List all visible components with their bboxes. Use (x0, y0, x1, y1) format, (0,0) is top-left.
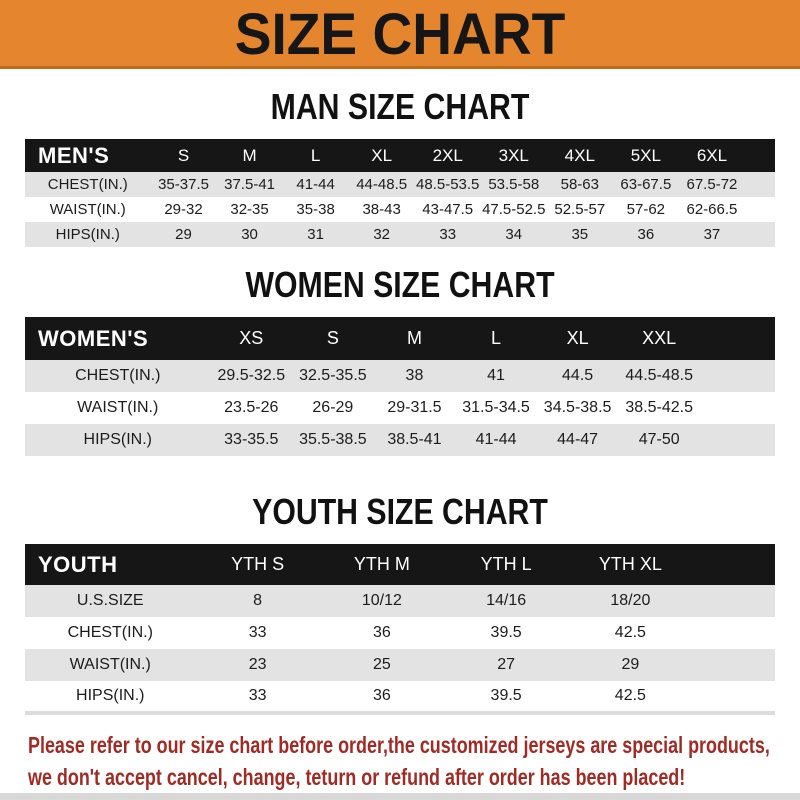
men-size-table (25, 139, 775, 247)
table-group-label: YOUTH (38, 551, 118, 577)
row-label: HIPS(IN.) (55, 226, 120, 243)
size-cell: 44-47 (557, 431, 599, 448)
size-cell: 67.5-72 (686, 176, 738, 193)
spacer-cell (700, 392, 775, 424)
size-cell: 63-67.5 (620, 176, 672, 193)
size-cell: 32.5-35.5 (299, 367, 367, 384)
column-header: XXL (642, 328, 677, 348)
size-cell: 42.5 (614, 624, 646, 641)
spacer-cell (700, 360, 775, 392)
size-cell: 53.5-58 (488, 176, 540, 193)
row-label: WAIST(IN.) (77, 399, 159, 416)
size-cell: 35.5-38.5 (299, 431, 367, 448)
row-label: CHEST(IN.) (67, 624, 153, 641)
row-label: CHEST(IN.) (75, 367, 161, 384)
size-cell: 37 (703, 226, 721, 243)
size-cell: 29-32 (164, 201, 203, 218)
size-cell: 31 (307, 226, 324, 243)
footer-note-line-1: Please refer to our size chart before order,the customized jerseys are special products, (28, 732, 770, 758)
size-cell: 34.5-38.5 (543, 399, 612, 416)
table-row (25, 222, 775, 247)
size-cell: 32-35 (230, 201, 269, 218)
table-group-label: MEN'S (38, 142, 110, 168)
spacer-cell (693, 649, 776, 681)
size-cell: 30 (241, 226, 258, 243)
youth-size-table (25, 544, 775, 715)
size-cell: 39.5 (490, 687, 522, 704)
size-cell: 41 (487, 367, 505, 384)
section-men (0, 87, 800, 247)
men-section-heading (0, 87, 800, 127)
column-header: 2XL (432, 145, 463, 165)
table-row (25, 197, 775, 222)
banner (0, 0, 800, 69)
table-row (25, 681, 775, 713)
women-size-table (25, 317, 775, 456)
table-group-label: WOMEN'S (38, 325, 149, 351)
row-label: WAIST(IN.) (69, 656, 151, 673)
size-cell: 41-44 (475, 431, 517, 448)
spacer-cell (700, 424, 775, 456)
table-header-row (25, 317, 775, 360)
size-cell: 38.5-42.5 (625, 399, 693, 416)
spacer-cell (745, 172, 775, 197)
size-cell: 39.5 (490, 624, 522, 641)
spacer-cell (693, 617, 776, 649)
size-cell: 37.5-41 (224, 176, 275, 193)
spacer-cell (700, 317, 775, 360)
size-cell: 31.5-34.5 (462, 399, 530, 416)
size-cell: 34 (505, 226, 523, 243)
size-cell: 33 (248, 687, 267, 704)
column-header: XL (371, 145, 393, 165)
section-women (0, 265, 800, 456)
column-header: 4XL (564, 145, 595, 165)
size-cell: 44.5 (562, 367, 594, 384)
column-header: S (326, 328, 339, 348)
size-cell: 29 (175, 226, 192, 243)
size-cell: 18/20 (610, 592, 651, 609)
size-cell: 38-43 (362, 201, 401, 218)
women-section-heading-text: WOMEN SIZE CHART (245, 264, 555, 305)
spacer-cell (745, 222, 775, 247)
size-cell: 38.5-41 (387, 431, 442, 448)
size-cell: 10/12 (361, 592, 402, 609)
footer-note-line-2: we don't accept cancel, change, teturn or refund after order has been placed! (28, 764, 686, 790)
row-label: U.S.SIZE (76, 592, 144, 609)
size-cell: 14/16 (486, 592, 527, 609)
women-section-heading (0, 265, 800, 305)
size-cell: 47-50 (638, 431, 680, 448)
size-cell: 36 (637, 226, 655, 243)
size-cell: 44.5-48.5 (625, 367, 693, 384)
bottom-strip (0, 793, 800, 800)
size-cell: 27 (497, 656, 516, 673)
column-header: L (310, 145, 321, 165)
size-cell: 35-37.5 (158, 176, 209, 193)
spacer-cell (693, 544, 776, 585)
size-cell: 47.5-52.5 (482, 201, 546, 218)
spacer-cell (693, 681, 776, 713)
column-header: 6XL (696, 145, 728, 165)
size-cell: 35 (571, 226, 589, 243)
size-cell: 33 (248, 624, 267, 641)
column-header: YTH XL (598, 554, 662, 574)
youth-section-heading (0, 492, 800, 532)
table-row (25, 649, 775, 681)
size-cell: 41-44 (296, 176, 335, 193)
size-cell: 25 (372, 656, 391, 673)
row-label: WAIST(IN.) (49, 201, 126, 218)
table-row (25, 172, 775, 197)
column-header: 5XL (630, 145, 661, 165)
column-header: S (177, 145, 190, 165)
spacer-cell (693, 585, 776, 617)
size-cell: 23.5-26 (224, 399, 279, 416)
column-header: L (491, 328, 502, 348)
size-cell: 58-63 (560, 176, 599, 193)
size-cell: 26-29 (312, 399, 354, 416)
size-cell: 23 (248, 656, 267, 673)
column-header: 3XL (498, 145, 529, 165)
size-cell: 62-66.5 (686, 201, 738, 218)
footer-note (28, 729, 800, 793)
table-header-row (25, 544, 775, 585)
spacer-cell (745, 139, 775, 172)
size-cell: 57-62 (626, 201, 666, 218)
size-cell: 42.5 (614, 687, 646, 704)
column-header: YTH L (480, 554, 532, 574)
size-cell: 29 (621, 656, 640, 673)
column-header: YTH M (353, 554, 410, 574)
size-cell: 52.5-57 (554, 201, 606, 218)
section-youth (0, 492, 800, 715)
size-cell: 43-47.5 (422, 201, 474, 218)
row-label: HIPS(IN.) (83, 431, 152, 448)
spacer-cell (745, 197, 775, 222)
table-row (25, 360, 775, 392)
table-header-row (25, 139, 775, 172)
size-cell: 35-38 (296, 201, 335, 218)
banner-title: SIZE CHART (234, 1, 566, 67)
size-cell: 38 (405, 367, 424, 384)
size-cell: 36 (372, 687, 391, 704)
size-cell: 44-48.5 (356, 176, 408, 193)
table-row (25, 585, 775, 617)
row-label: CHEST(IN.) (47, 176, 128, 193)
size-cell: 48.5-53.5 (416, 176, 480, 193)
size-cell: 8 (253, 592, 263, 609)
youth-section-heading-text: YOUTH SIZE CHART (252, 491, 548, 532)
size-cell: 32 (373, 226, 390, 243)
size-cell: 29-31.5 (387, 399, 442, 416)
table-row (25, 617, 775, 649)
column-header: XS (239, 328, 264, 348)
column-header: XL (566, 328, 589, 348)
size-cell: 29.5-32.5 (217, 367, 286, 384)
row-label: HIPS(IN.) (76, 687, 145, 704)
size-cell: 33 (439, 226, 457, 243)
men-section-heading-text: MAN SIZE CHART (270, 86, 530, 127)
table-row (25, 392, 775, 424)
column-header: YTH S (231, 554, 285, 574)
column-header: M (242, 145, 257, 165)
table-row (25, 424, 775, 456)
size-cell: 33-35.5 (224, 431, 279, 448)
size-cell: 36 (372, 624, 391, 641)
column-header: M (406, 328, 422, 348)
